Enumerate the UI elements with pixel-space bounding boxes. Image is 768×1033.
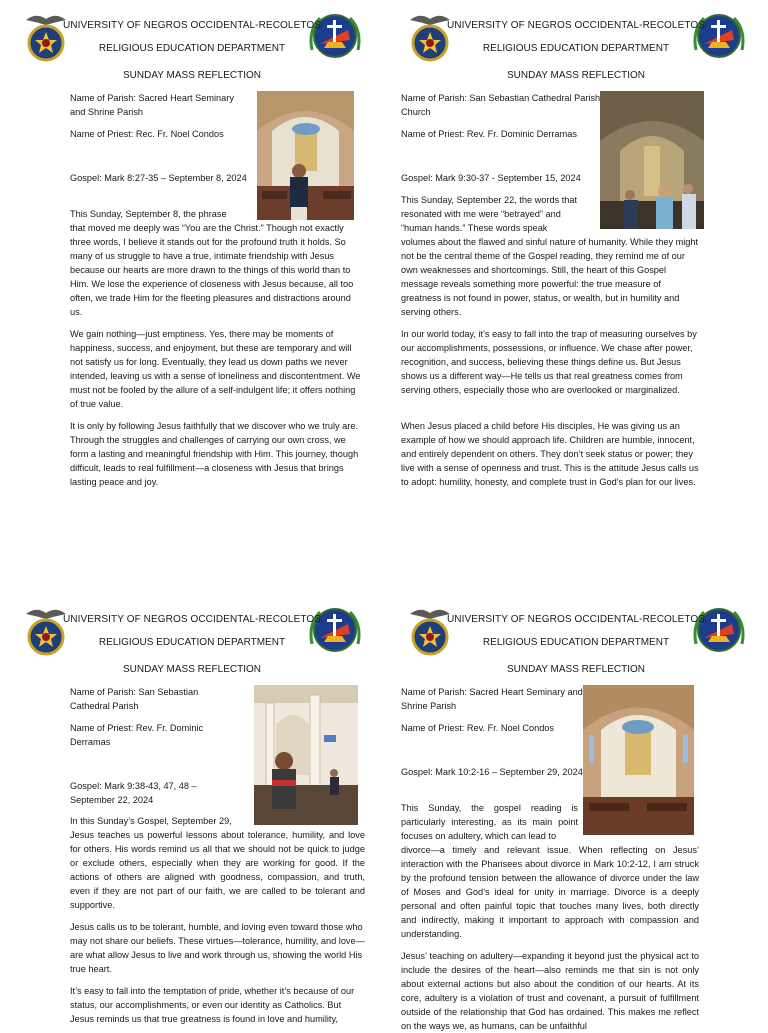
- priest-name: Name of Priest: Rev. Fr. Dominic Derramas: [401, 129, 577, 139]
- department-name: RELIGIOUS EDUCATION DEPARTMENT: [98, 43, 286, 54]
- reflection-paragraph-1: divorce—a timely and relevant issue. When reflecting on Jesus’ interaction with the Pharisees about divorce in Mark 10:2-12, I am struck by the profound tension between the allowance of divorce under the law of Moses and God’s ideal for unity in marriage. Divorce is a deeply personal and often painful topic that touches many lives, both directly and indirectly, making it important to approach with compassion and understanding.: [401, 845, 699, 939]
- gospel-reference: Gospel: Mark 10:2-16 – September 29, 2024: [401, 767, 583, 777]
- department-seal-logo: [306, 604, 364, 656]
- university-name: UNIVERSITY OF NEGROS OCCIDENTAL-RECOLETOS: [62, 614, 322, 625]
- reflection-lead: In this Sunday’s Gospel, September 29,: [70, 816, 232, 826]
- cathedral-interior-photo: [254, 685, 358, 825]
- university-name: UNIVERSITY OF NEGROS OCCIDENTAL-RECOLETOS: [446, 614, 706, 625]
- department-name: RELIGIOUS EDUCATION DEPARTMENT: [482, 43, 670, 54]
- reflection-title: SUNDAY MASS REFLECTION: [123, 664, 261, 675]
- reflection-panel-2: [384, 0, 768, 594]
- reflection-panel-3: [0, 594, 384, 1024]
- eagle-crest-logo: [24, 604, 68, 656]
- reflection-lead: This Sunday, September 8, the phrase: [70, 209, 227, 219]
- reflection-paragraph-2: Jesus’ teaching on adultery—expanding it beyond just the physical act to include the desires of the heart—also reminds me that sin is not only about external actions but also about the condition of our hearts. At its core, adultery is a violation of trust and covenant, a pursuit of fulfillment outside of the relationship that God has ordained. This makes me reflect on the ways we, as humans, can be unfaithful: [401, 951, 699, 1031]
- eagle-crest-logo: [408, 10, 452, 62]
- reflection-paragraph-3: It is only by following Jesus faithfully that we discover who we truly are. Through the struggles and challenges of carrying our own cross, we form a lasting and meaningful friendship with Him. This journey, though difficult, leads to real fulfillment—a closeness with Jesus that brings lasting peace and joy.: [70, 421, 359, 487]
- university-name: UNIVERSITY OF NEGROS OCCIDENTAL-RECOLETOS: [62, 20, 322, 31]
- reflection-paragraph-3: It’s easy to fall into the temptation of pride, whether it’s because of our status, our accomplishments, or even our identity as Catholics. But Jesus reminds us that true greatness is found in love and humility,: [70, 986, 355, 1024]
- gospel-reference: Gospel: Mark 9:38-43, 47, 48 – September 22, 2024: [70, 781, 197, 805]
- department-name: RELIGIOUS EDUCATION DEPARTMENT: [482, 637, 670, 648]
- reflection-paragraph-2: In our world today, it’s easy to fall into the trap of measuring ourselves by our accomplishments, possessions, or influence. We chase after power, recognition, and success, believing these things define us. But Jesus shows us a different way—He tells us that real greatness comes from serving others, especially those who are overlooked or marginalized.: [401, 329, 697, 395]
- reflection-paragraph-2: Jesus calls us to be tolerant, humble, and loving even toward those who may not share our beliefs. These virtues—tolerance, humility, and love—are what allow Jesus to live and work through us, showing the world His true heart.: [70, 922, 365, 974]
- reflection-panel-1: [0, 0, 384, 594]
- priest-name: Name of Priest: Rec. Fr. Noel Condos: [70, 129, 224, 139]
- parish-name: Name of Parish: Sacred Heart Seminary and Shrine Parish: [401, 687, 583, 711]
- priest-name: Name of Priest: Rev. Fr. Dominic Derramas: [70, 723, 204, 747]
- eagle-crest-logo: [408, 604, 452, 656]
- reflection-paragraph-1: volumes about the flawed and sinful nature of humanity. While they might not be the central theme of the Gospel reading, they remind me of our own weaknesses and shortcomings. Still, the heart of this Gospel message reveals something more powerful: the true measure of greatness is not found in power, status, or wealth, but in humility and serving others.: [401, 237, 699, 317]
- gospel-reference: Gospel: Mark 9:30-37 - September 15, 2024: [401, 173, 581, 183]
- church-interior-photo: [257, 91, 354, 220]
- parish-name: Name of Parish: San Sebastian Cathedral Parish: [70, 687, 199, 711]
- reflection-paragraph-1: that moved me deeply was “You are the Christ.” Though not exactly three words, I believe it stands out for the profound truth it holds. So many of us struggle to have a true, intimate friendship with Jesus because our hearts are more drawn to the things of this world than to Him. We lose the experience of closeness with Jesus because, all too often, we trade Him for the fleeting pleasures and distractions around us.: [70, 223, 354, 317]
- parish-name: Name of Parish: San Sebastian Cathedral Parish Church: [401, 93, 601, 117]
- reflection-title: SUNDAY MASS REFLECTION: [123, 70, 261, 81]
- eagle-crest-logo: [24, 10, 68, 62]
- department-name: RELIGIOUS EDUCATION DEPARTMENT: [98, 637, 286, 648]
- reflection-title: SUNDAY MASS REFLECTION: [507, 70, 645, 81]
- church-interior-photo: [583, 685, 694, 835]
- reflection-paragraph-2: We gain nothing—just emptiness. Yes, there may be moments of happiness, success, and enjoyment, but these are temporary and will not satisfy us for long. Eventually, they lead us down paths we never intended, leaving us with a sense of loneliness and discontentment. We must not be fooled by the allure of a self-indulgent life; it offers nothing of true value.: [70, 329, 361, 409]
- department-seal-logo: [690, 604, 748, 656]
- cathedral-interior-photo: [600, 91, 704, 229]
- reflection-lead: This Sunday, September 22, the words that resonated with me were “betrayed” and “human hands.” These words speak: [401, 195, 578, 233]
- gospel-reference: Gospel: Mark 8:27-35 – September 8, 2024: [70, 173, 247, 183]
- university-name: UNIVERSITY OF NEGROS OCCIDENTAL-RECOLETOS: [446, 20, 706, 31]
- reflection-paragraph-1: Jesus teaches us powerful lessons about tolerance, humility, and love for others. His words remind us all that we should not be quick to judge or exclude others, especially when they are working for good. If the actions of others are aligned with goodness, compassion, and truth, even if they are not part of our faith, we are called to be tolerant and supportive.: [70, 830, 365, 910]
- department-seal-logo: [690, 10, 748, 62]
- reflection-lead: This Sunday, the gospel reading is particularly interesting, as its main point focuses on adultery, which can lead to: [401, 803, 578, 841]
- priest-name: Name of Priest: Rev. Fr. Noel Condos: [401, 723, 555, 733]
- reflection-paragraph-3: When Jesus placed a child before His disciples, He was giving us an example of how we should approach life. Children are humble, innocent, and entirely dependent on others. They don’t seek status or power; they live with a sense of openness and trust. This is the attitude Jesus calls us to adopt: humility, honesty, and complete trust in God’s plan for our lives.: [401, 421, 699, 487]
- reflection-title: SUNDAY MASS REFLECTION: [507, 664, 645, 675]
- parish-name: Name of Parish: Sacred Heart Seminary and Shrine Parish: [70, 93, 234, 117]
- department-seal-logo: [306, 10, 364, 62]
- reflection-panel-4: [384, 594, 768, 1031]
